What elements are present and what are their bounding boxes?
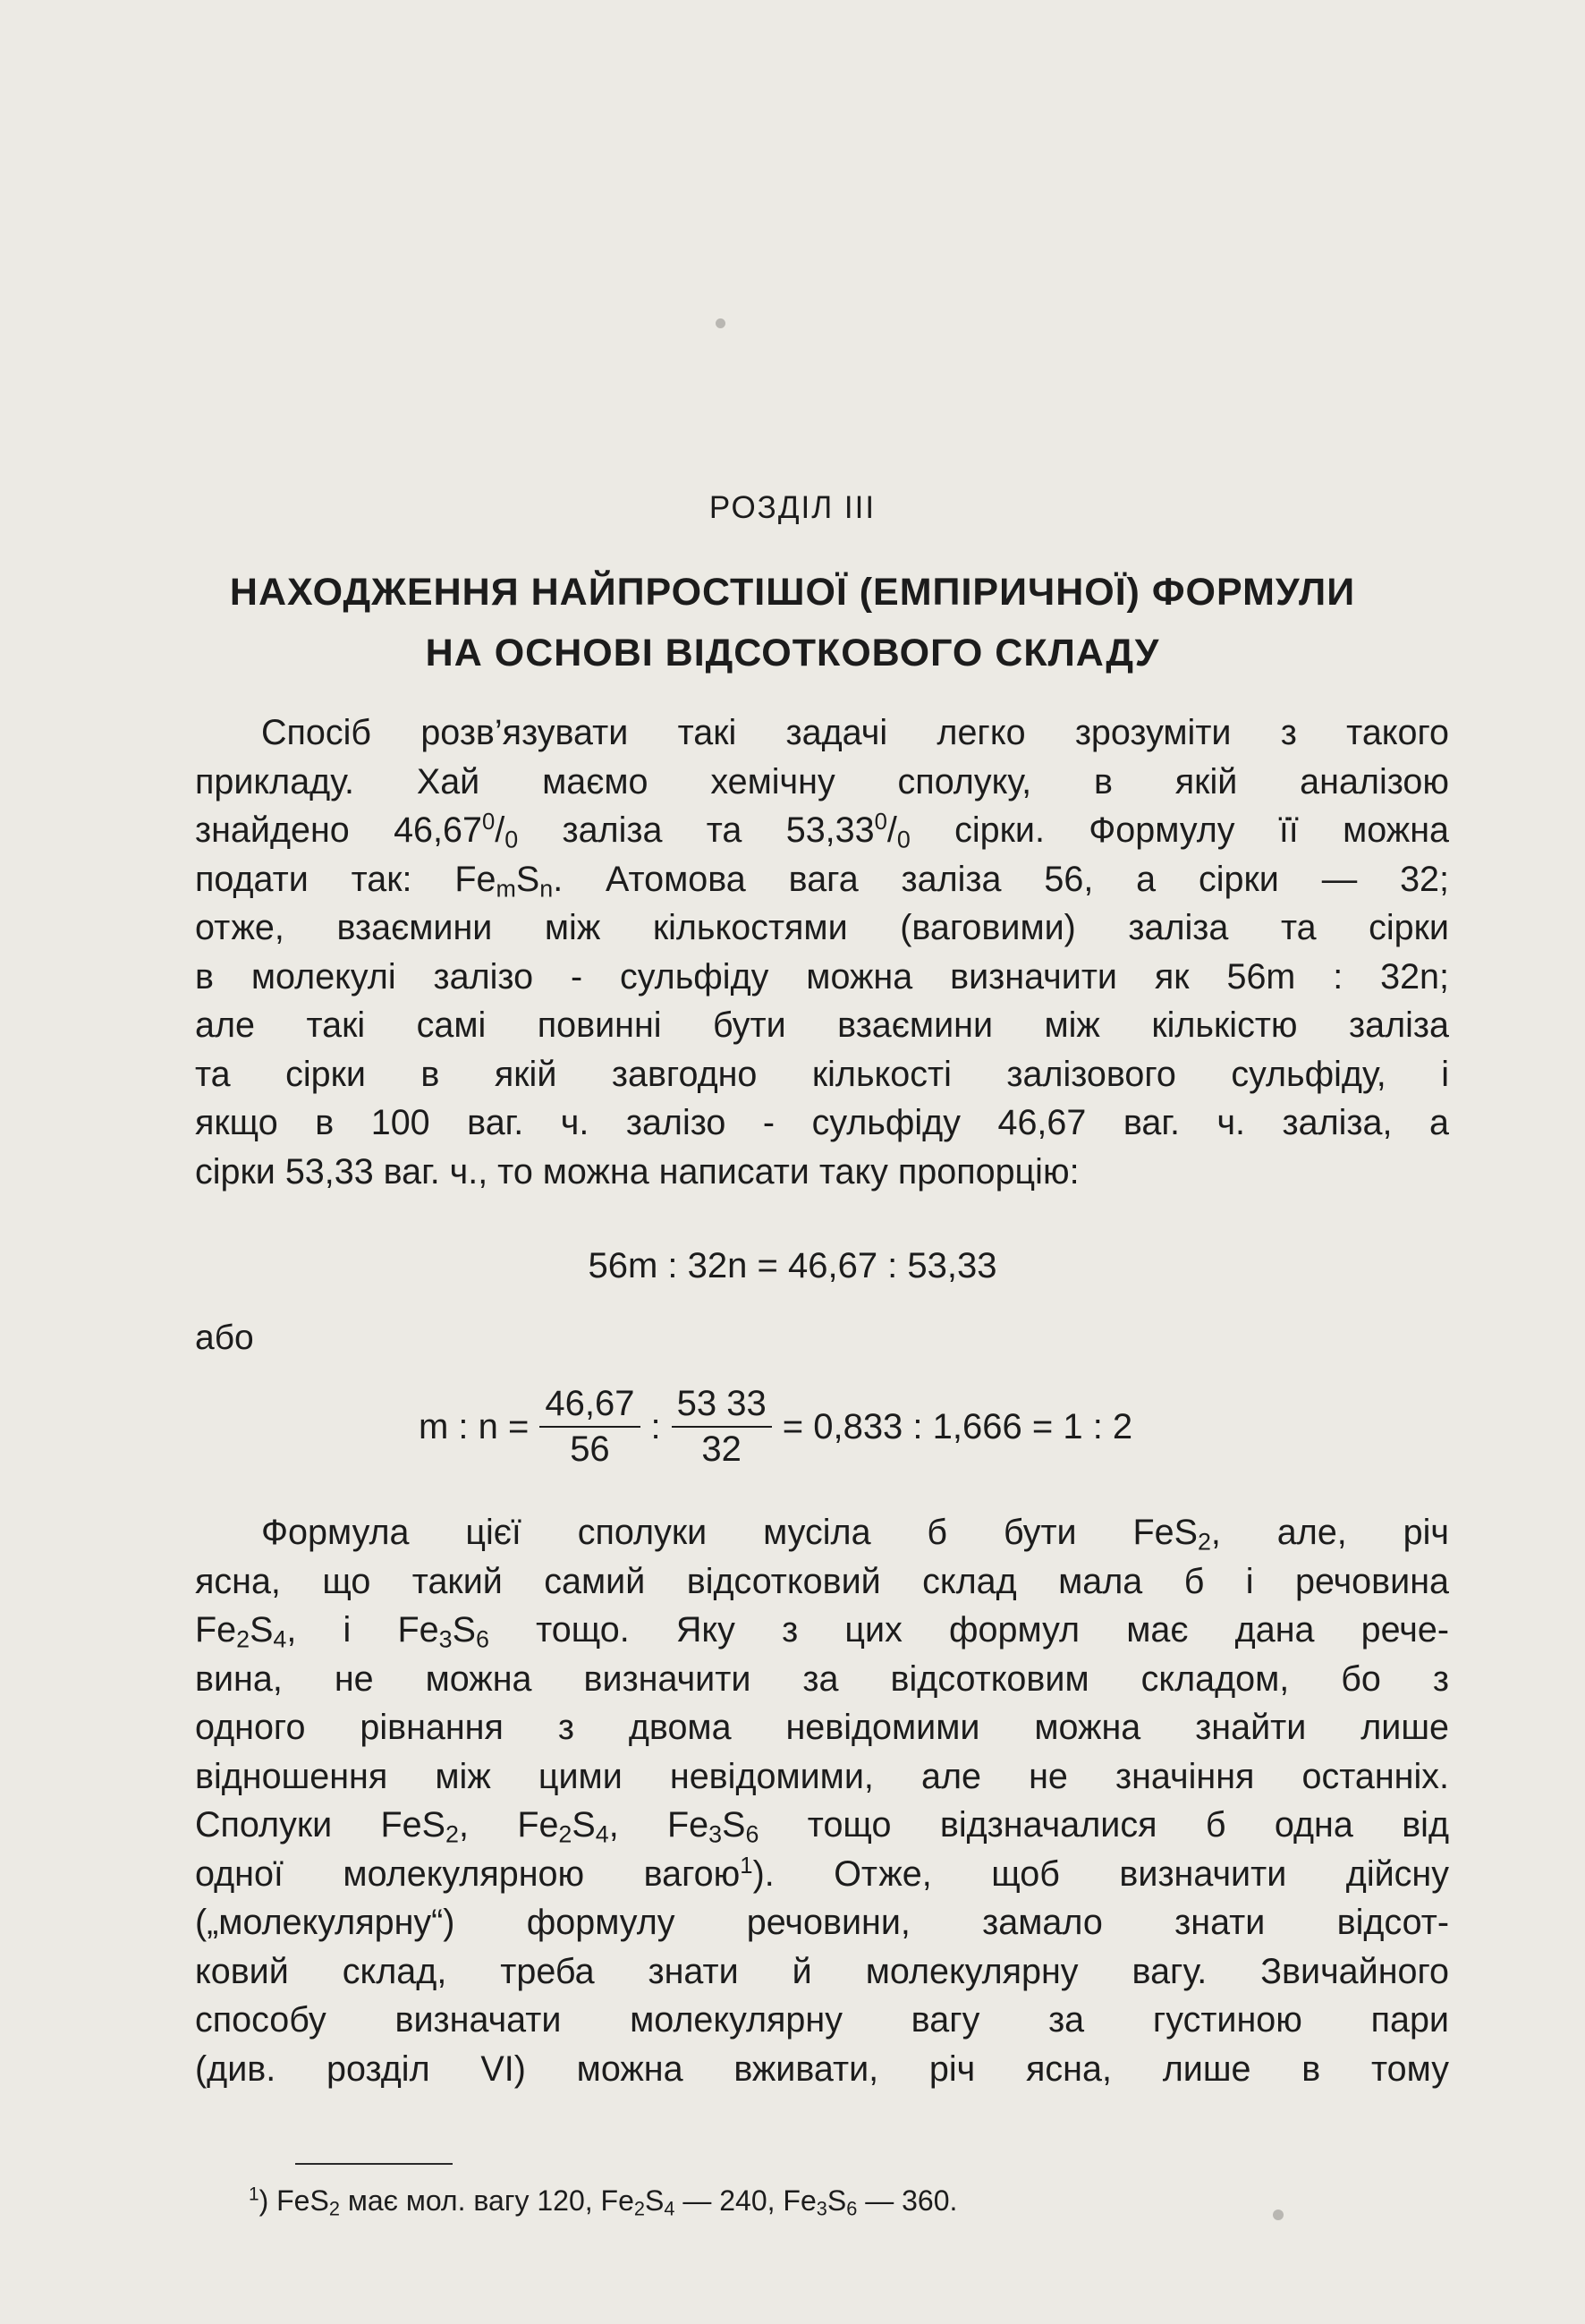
text-line (195, 1801, 1449, 1850)
text-line (195, 855, 1449, 904)
subscript: n (539, 875, 554, 903)
subscript: 2 (633, 2197, 645, 2220)
text-line (195, 1606, 1449, 1655)
text-fragment: S (572, 1805, 596, 1845)
text-fragment: S (826, 2184, 847, 2217)
paper-speck (716, 318, 725, 328)
text-fragment: , але, річ (1210, 1513, 1449, 1552)
equation-ratio (419, 1373, 1132, 1480)
text-fragment: ) FeS (259, 2184, 329, 2217)
text-line: вина, не можна визначити за відсотковим складом, бо з (195, 1658, 1449, 1699)
footnote-mark: 1 (249, 2184, 259, 2205)
subscript: 6 (475, 1625, 489, 1653)
footnote-reference: 1 (740, 1853, 753, 1879)
text-line: способу визначати молекулярну вагу за густиною пари (195, 2000, 1449, 2040)
text-fragment: тощо. Яку з цих формул має дана рече- (488, 1610, 1450, 1650)
text-fragment: заліза та 53,33 (518, 810, 875, 850)
equation-lhs: m : n = (419, 1406, 530, 1446)
text-fragment: S (250, 1610, 274, 1650)
subscript: 3 (708, 1820, 723, 1848)
paragraph-2 (195, 1508, 1449, 2093)
text-line (195, 806, 1449, 855)
fraction-numerator: 53 33 (672, 1384, 772, 1428)
text-fragment: знайдено 46,67 (195, 810, 482, 850)
percent-sign-part: 0 (504, 826, 519, 853)
text-line: прикладу. Хай маємо хемічну сполуку, в якій аналізою (195, 761, 1449, 802)
text-line: відношення між цими невідомими, але не значіння останніх. (195, 1756, 1449, 1796)
fraction (672, 1384, 772, 1470)
equation-rhs: = 0,833 : 1,666 = 1 : 2 (782, 1406, 1133, 1446)
chapter-title-line-1: НАХОДЖЕННЯ НАЙПРОСТІШОЇ (ЕМПІРИЧНОЇ) ФОРМУЛИ (229, 571, 1356, 614)
percent-sign-part: 0 (896, 826, 911, 853)
fraction-denominator: 32 (701, 1429, 742, 1469)
text-fragment: Fe (195, 1610, 237, 1650)
text-line: ясна, що такий самий відсотковий склад мала б і речовина (195, 1561, 1449, 1601)
text-line: сірки 53,33 ваг. ч., то можна написати таку пропорцію: (195, 1151, 1080, 1192)
percent-sign-part: / (495, 810, 505, 850)
text-fragment: одної молекулярною вагою (195, 1853, 741, 1894)
text-fragment: ). Отже, щоб визначити дійсну (752, 1853, 1449, 1894)
subscript: 2 (236, 1625, 250, 1653)
text-fragment: . Атомова вага заліза 56, а сірки — 32; (553, 859, 1449, 899)
text-fragment: сірки. Формулу її можна (910, 810, 1449, 850)
text-line: одного рівнання з двома невідомими можна знайти лише (195, 1708, 1449, 1747)
text-line: якщо в 100 ваг. ч. залізо - сульфіду 46,67 ваг. ч. заліза, а (195, 1103, 1449, 1142)
text-fragment: S (515, 859, 540, 899)
ratio-colon: : (650, 1406, 661, 1446)
text-line: (див. розділ VI) можна вживати, річ ясна, лише в тому (195, 2048, 1449, 2089)
text-fragment: S (645, 2184, 665, 2217)
fraction (539, 1384, 640, 1470)
paragraph-1 (195, 708, 1449, 1196)
fraction-denominator: 56 (570, 1429, 610, 1469)
subscript: 4 (273, 1625, 287, 1653)
text-fragment: Сполуки FeS (195, 1805, 445, 1845)
text-line (195, 1850, 1449, 1899)
percent-sign-part: / (886, 810, 897, 850)
text-fragment: — 360. (857, 2184, 958, 2217)
fraction-numerator: 46,67 (539, 1384, 640, 1428)
subscript: 2 (1197, 1528, 1211, 1556)
text-fragment: , Fe (458, 1805, 559, 1845)
subscript: 3 (816, 2197, 827, 2220)
subscript: m (496, 875, 516, 903)
text-line: Спосіб розв’язувати такі задачі легко зрозуміти з такого (261, 713, 1449, 752)
subscript: 4 (595, 1820, 609, 1848)
text-fragment: тощо відзначалися б одна від (759, 1805, 1450, 1845)
subscript: 3 (438, 1625, 453, 1653)
text-line (195, 1508, 1449, 1557)
chapter-title-line-2: НА ОСНОВІ ВІДСОТКОВОГО СКЛАДУ (425, 632, 1160, 674)
percent-sign-part: 0 (874, 809, 887, 835)
subscript: 2 (558, 1820, 572, 1848)
subscript: 2 (328, 2197, 340, 2220)
equation-proportion: 56m : 32n = 46,67 : 53,33 (588, 1246, 997, 1285)
footnote (249, 2184, 957, 2218)
text-line: („молекулярну“) формулу речовини, замало знати відсот- (195, 1903, 1449, 1942)
text-line: отже, взаємини між кількостями (ваговими) заліза та сірки (195, 908, 1449, 947)
text-fragment: S (722, 1805, 746, 1845)
subscript: 2 (445, 1820, 459, 1848)
text-line: та сірки в якій завгодно кількості залізового сульфіду, і (195, 1054, 1449, 1094)
text-line: в молекулі залізо - сульфіду можна визначити як 56m : 32n; (195, 956, 1449, 997)
text-fragment: подати так: Fe (195, 859, 496, 899)
paper-speck (1273, 2209, 1284, 2220)
subscript: 6 (745, 1820, 759, 1848)
connector-word: або (195, 1319, 254, 1357)
footnote-separator (295, 2163, 453, 2165)
text-fragment: S (452, 1610, 476, 1650)
text-line: ковий склад, треба знати й молекулярну вагу. Звичайного (195, 1951, 1449, 1991)
text-fragment: , Fe (608, 1805, 709, 1845)
text-fragment: Формула цієї сполуки мусіла б бути FeS (261, 1513, 1198, 1552)
subscript: 4 (664, 2197, 675, 2220)
text-fragment: — 240, Fe (674, 2184, 817, 2217)
percent-sign-part: 0 (481, 809, 496, 835)
text-fragment: має мол. вагу 120, Fe (339, 2184, 634, 2217)
text-fragment: , і Fe (286, 1610, 439, 1650)
text-line: але такі самі повинні бути взаємини між кількістю заліза (195, 1005, 1449, 1045)
chapter-title (134, 562, 1451, 683)
subscript: 6 (846, 2197, 858, 2220)
section-label: РОЗДІЛ III (708, 490, 877, 525)
